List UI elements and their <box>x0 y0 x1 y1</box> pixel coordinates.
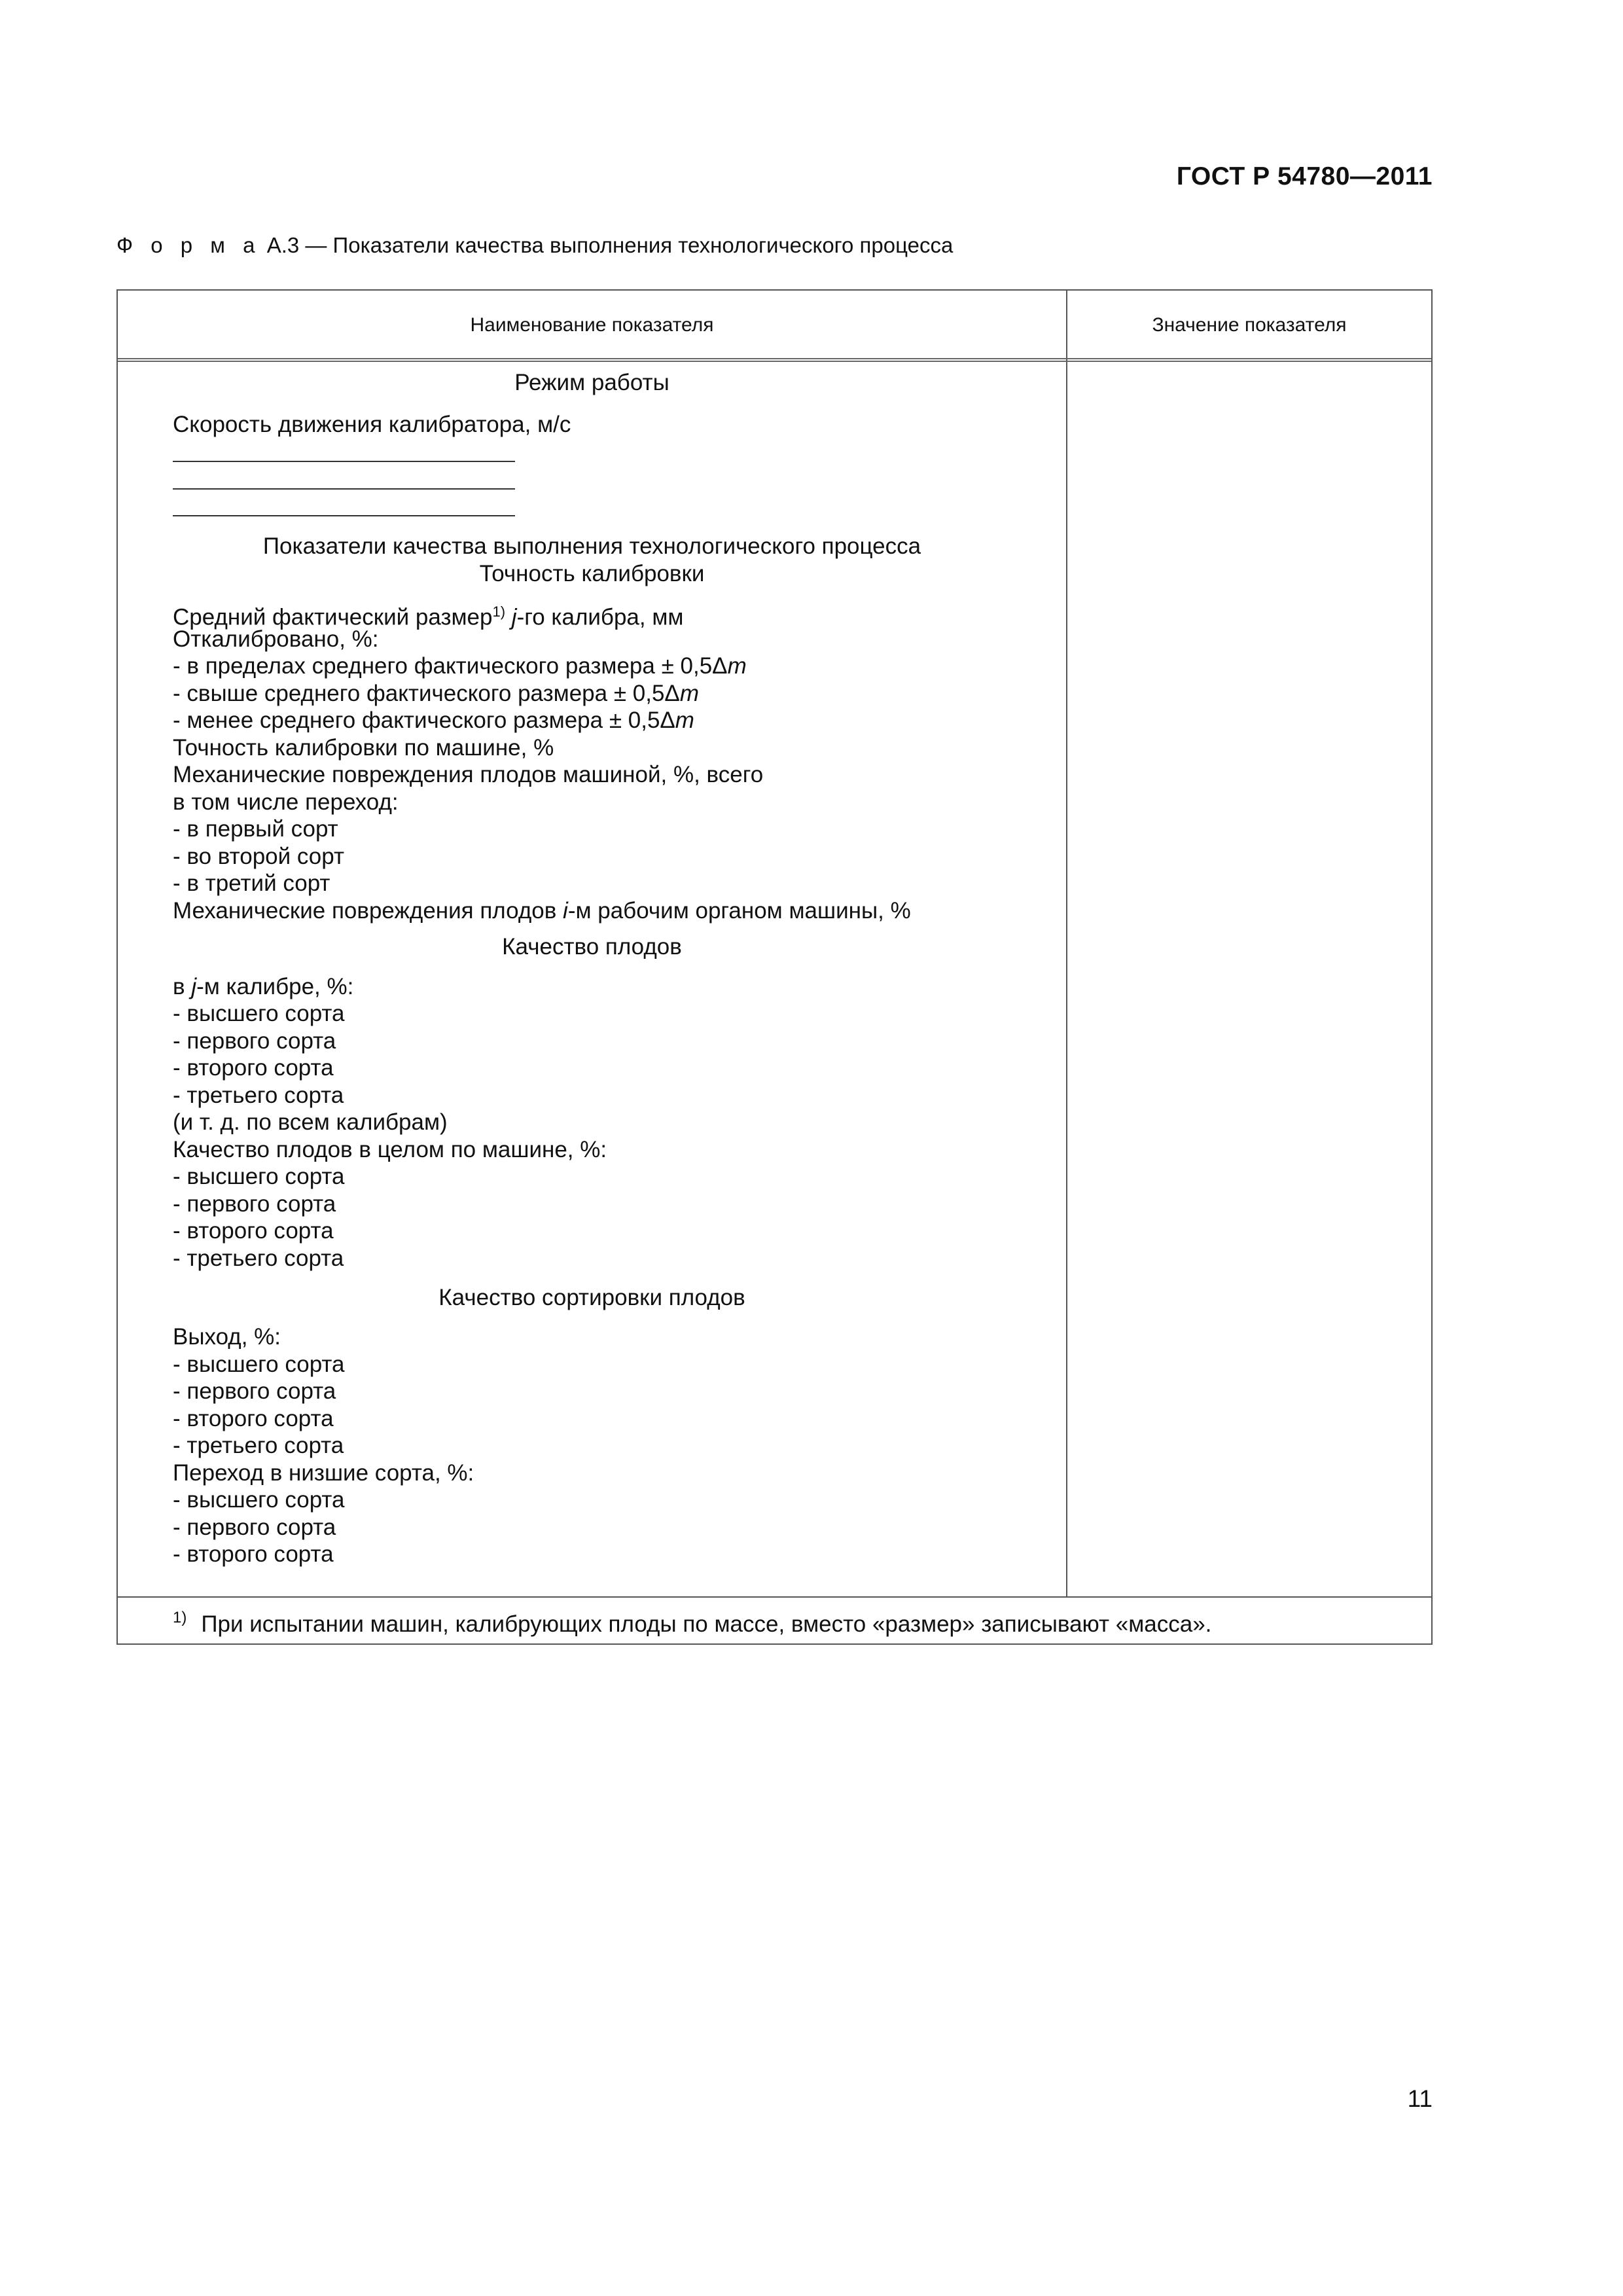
row-q3-top: - высшего сорта <box>173 1352 345 1377</box>
row-q2-first: - первого сорта <box>173 1191 336 1217</box>
row-to-first: - в первый сорт <box>173 816 338 842</box>
row-in-caliber-text-end: -м калибре, %: <box>196 974 354 999</box>
row-mech-damage-total: Механические повреждения плодов машиной, %, всего <box>173 762 764 787</box>
row-q2-top: - высшего сорта <box>173 1164 345 1189</box>
row-output: Выход, %: <box>173 1324 281 1350</box>
row-below-text: - менее среднего фактического размера ± 0,5Δ <box>173 708 675 733</box>
footer-divider <box>118 1596 1431 1598</box>
var-i: i <box>563 898 568 924</box>
row-q1-top: - высшего сорта <box>173 1001 345 1026</box>
row-organ-text: Механические повреждения плодов <box>173 898 563 924</box>
row-organ-text-end: -м рабочим органом машины, % <box>567 898 911 924</box>
column-header-value: Значение показателя <box>1152 314 1347 336</box>
row-below <box>173 707 694 734</box>
page-number: 11 <box>1407 2085 1433 2112</box>
row-to-third: - в третий сорт <box>173 870 330 896</box>
var-m: m <box>675 708 694 733</box>
table-footnote <box>173 1609 1211 1638</box>
row-q2-third: - третьего сорта <box>173 1246 344 1271</box>
row-mech-damage-organ <box>173 897 911 925</box>
row-in-caliber <box>173 973 353 1001</box>
blank-line-2 <box>173 488 515 490</box>
row-speed: Скорость движения калибратора, м/с <box>173 412 571 437</box>
row-calibrated: Откалибровано, %: <box>173 626 379 652</box>
var-m: m <box>727 653 747 679</box>
footnote-text: При испытании машин, калибрующих плоды по массе, вместо «размер» записывают «масса». <box>201 1611 1212 1637</box>
row-q1-second: - второго сорта <box>173 1055 334 1081</box>
row-in-caliber-text: в <box>173 974 192 999</box>
row-q3-first: - первого сорта <box>173 1378 336 1404</box>
row-q2-second: - второго сорта <box>173 1218 334 1244</box>
blank-line-1 <box>173 461 515 462</box>
row-avg-size-text: Средний фактический размер <box>173 604 493 630</box>
var-j: j <box>191 974 197 999</box>
header-divider <box>118 358 1431 362</box>
column-header-name: Наименование показателя <box>470 314 714 336</box>
row-including: в том числе переход: <box>173 789 399 815</box>
var-m: m <box>679 681 699 706</box>
column-divider <box>1066 291 1067 1598</box>
row-above-text: - свыше среднего фактического размера ± 0,5Δ <box>173 681 680 706</box>
row-q1-third: - третьего сорта <box>173 1083 344 1108</box>
standard-designation: ГОСТ Р 54780—2011 <box>1176 162 1433 190</box>
row-within <box>173 653 747 680</box>
section-title-sorting: Качество сортировки плодов <box>438 1285 745 1310</box>
section-title-calibration: Точность калибровки <box>479 561 705 586</box>
row-quality-machine: Качество плодов в целом по машине, %: <box>173 1137 607 1162</box>
form-caption <box>116 233 953 258</box>
row-above <box>173 680 699 708</box>
section-title-mode: Режим работы <box>514 370 669 395</box>
row-transition-lower: Переход в низшие сорта, %: <box>173 1460 474 1486</box>
row-avg-size-text-end: -го калибра, мм <box>516 604 684 630</box>
section-title-quality: Показатели качества выполнения технологического процесса <box>262 533 921 559</box>
row-to-second: - во второй сорт <box>173 844 344 869</box>
row-q4-first: - первого сорта <box>173 1515 336 1540</box>
row-q3-third: - третьего сорта <box>173 1433 344 1458</box>
footnote-mark: 1) <box>173 1609 187 1626</box>
row-q4-second: - второго сорта <box>173 1541 334 1567</box>
blank-line-3 <box>173 515 515 516</box>
row-accuracy-machine: Точность калибровки по машине, % <box>173 735 554 761</box>
var-j: j <box>511 604 517 630</box>
form-caption-prefix: Ф о р м а <box>116 233 261 257</box>
row-within-text: - в пределах среднего фактического размера ± 0,5Δ <box>173 653 728 679</box>
indicators-table <box>116 289 1433 1645</box>
section-title-fruit-quality: Качество плодов <box>502 934 682 960</box>
row-q4-top: - высшего сорта <box>173 1487 345 1513</box>
form-caption-text: А.3 — Показатели качества выполнения технологического процесса <box>266 233 954 257</box>
footnote-ref: 1) <box>492 603 506 620</box>
row-q3-second: - второго сорта <box>173 1406 334 1431</box>
row-etc: (и т. д. по всем калибрам) <box>173 1109 448 1135</box>
row-q1-first: - первого сорта <box>173 1028 336 1054</box>
